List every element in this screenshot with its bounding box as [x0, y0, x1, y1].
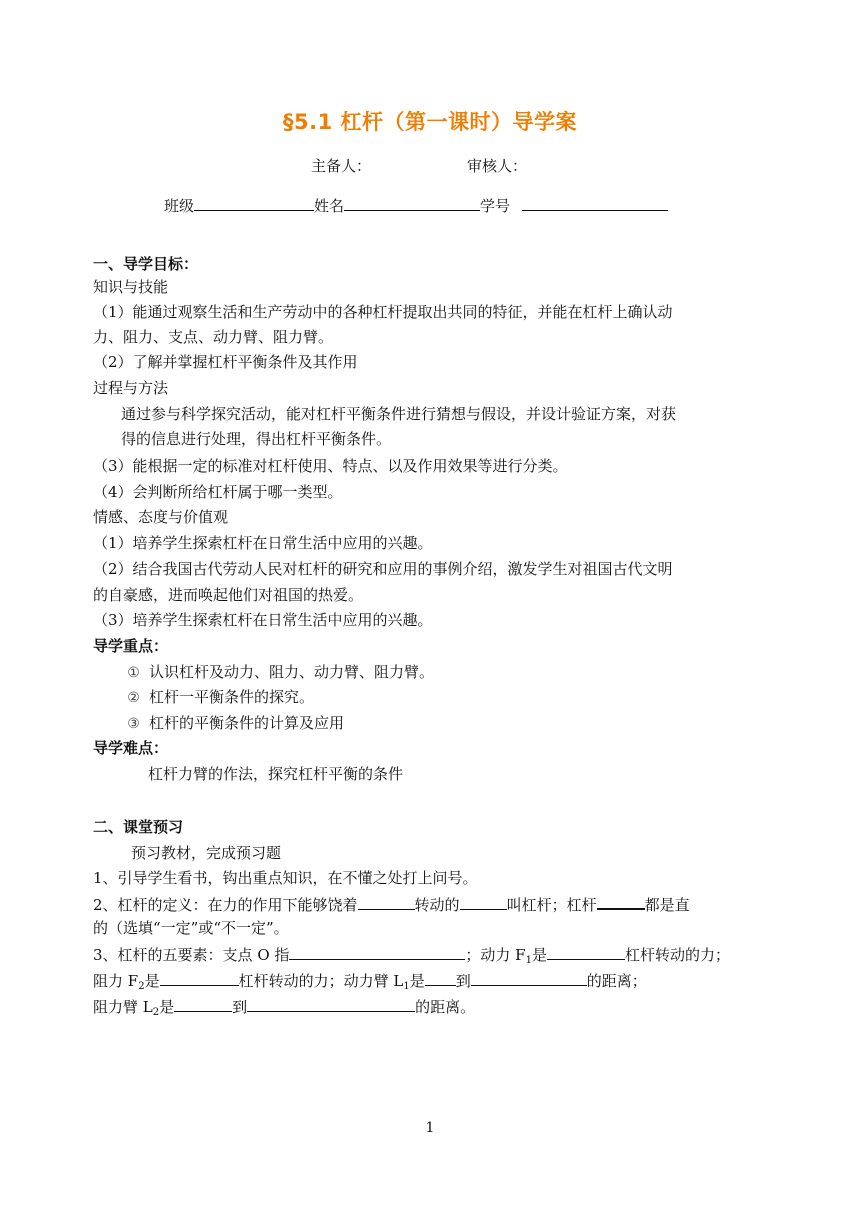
page-number: 1: [425, 1120, 435, 1136]
q3-text-c: 是: [531, 946, 547, 964]
q3-text-a: 3、杠杆的五要素：支点 O 指: [93, 946, 290, 964]
reviewer-label: 审核人：: [467, 157, 528, 175]
q2-blank-2[interactable]: [460, 894, 507, 910]
emotion-item-3: （3）培养学生探索杠杆在日常生活中应用的兴趣。: [93, 611, 433, 629]
q3-blank-7[interactable]: [247, 996, 415, 1012]
name-blank[interactable]: [344, 195, 480, 211]
section2-intro: 预习教材，完成预习题: [131, 844, 282, 862]
q2-text-c: 叫杠杆；杠杆: [506, 896, 597, 914]
q3-l2-subscript-2: 1: [403, 981, 410, 992]
q3-blank-6[interactable]: [174, 996, 232, 1012]
q2-text-a: 2、杠杆的定义：在力的作用下能够饶着: [93, 896, 358, 914]
class-blank[interactable]: [194, 195, 314, 211]
question-1: 1、引导学生看书，钩出重点知识，在不懂之处打上问号。: [93, 869, 478, 887]
student-info-line: [164, 195, 668, 216]
knowledge-heading: 知识与技能: [93, 278, 169, 296]
q3-l3-text-c: 到: [232, 998, 248, 1016]
difficulty-heading: 导学难点：: [93, 739, 169, 757]
name-label: 姓名: [314, 197, 345, 215]
key-point-marker: ①: [127, 665, 140, 681]
q2-text-b: 转动的: [414, 896, 460, 914]
q3-text-b: ；动力 F: [465, 946, 526, 964]
q3-blank-3[interactable]: [160, 970, 239, 986]
process-item-4: （4）会判断所给杠杆属于哪一类型。: [93, 483, 343, 501]
q3-blank-5[interactable]: [471, 970, 587, 986]
class-label: 班级: [164, 197, 195, 215]
section1-heading: 一、导学目标：: [93, 255, 199, 273]
question-3-line2: [93, 970, 647, 991]
key-point-text: 杠杆一平衡条件的探究。: [149, 688, 315, 706]
key-point-2: [126, 687, 314, 708]
knowledge-item-1-line1: （1）能通过观察生活和生产劳动中的各种杠杆提取出共同的特征，并能在杠杆上确认动: [93, 303, 673, 321]
key-point-marker: ③: [127, 716, 140, 732]
preparer-label: 主备人：: [311, 157, 372, 175]
section2-heading: 二、课堂预习: [93, 818, 184, 836]
q3-l3-text-d: 的距离。: [415, 998, 476, 1016]
process-text-line1: 通过参与科学探究活动，能对杠杆平衡条件进行猜想与假设，并设计验证方案，对获: [121, 405, 677, 423]
q3-blank-4[interactable]: [425, 970, 456, 986]
emotion-heading: 情感、态度与价值观: [93, 508, 229, 526]
question-3-line3: [93, 996, 475, 1017]
key-point-3: [126, 713, 344, 734]
emotion-item-2-line2: 的自豪感，进而唤起他们对祖国的热爱。: [93, 586, 364, 604]
number-blank[interactable]: [522, 195, 668, 211]
q3-l2-text-a: 阻力 F: [93, 972, 139, 990]
q3-blank-1[interactable]: [289, 944, 465, 960]
q3-l2-text-c: 杠杆转动的力；动力臂 L: [238, 972, 404, 990]
q3-l2-text-f: 的距离；: [586, 972, 647, 990]
q3-l2-subscript: 2: [138, 981, 145, 992]
q3-l2-text-d: 是: [409, 972, 425, 990]
knowledge-item-2: （2）了解并掌握杠杆平衡条件及其作用: [93, 353, 358, 371]
process-text-line2: 得的信息进行处理，得出杠杆平衡条件。: [121, 430, 392, 448]
process-heading: 过程与方法: [93, 379, 169, 397]
q3-text-d: 杠杆转动的力；: [624, 946, 730, 964]
emotion-item-2-line1: （2）结合我国古代劳动人民对杠杆的研究和应用的事例介绍，激发学生对祖国古代文明: [93, 560, 673, 578]
q3-blank-2[interactable]: [547, 944, 625, 960]
key-point-text: 杠杆的平衡条件的计算及应用: [149, 714, 345, 732]
q2-blank-1[interactable]: [358, 894, 415, 910]
key-point-text: 认识杠杆及动力、阻力、动力臂、阻力臂。: [149, 663, 435, 681]
emotion-item-1: （1）培养学生探索杠杆在日常生活中应用的兴趣。: [93, 534, 433, 552]
q3-l3-text-a: 阻力臂 L: [93, 998, 153, 1016]
q2-blank-3[interactable]: [597, 893, 645, 910]
q2-text-d: 都是直: [644, 896, 690, 914]
key-points-heading: 导学重点：: [93, 637, 169, 655]
q3-l2-text-e: 到: [455, 972, 471, 990]
q3-subscript: 1: [525, 955, 532, 966]
question-2-line1: [93, 893, 690, 915]
document-title: §5.1 杠杆（第一课时）导学案: [282, 110, 577, 134]
knowledge-item-1-line2: 力、阻力、支点、动力臂、阻力臂。: [93, 328, 334, 346]
process-item-3: （3）能根据一定的标准对杠杆使用、特点、以及作用效果等进行分类。: [93, 457, 568, 475]
number-label: 学号: [480, 197, 511, 215]
question-3-line1: [93, 944, 730, 965]
key-point-1: [126, 662, 434, 683]
q3-l2-text-b: 是: [144, 972, 160, 990]
q3-l3-text-b: 是: [159, 998, 175, 1016]
key-point-marker: ②: [127, 690, 140, 706]
question-2-line2: 的（选填“一定”或“不一定”。: [93, 919, 289, 937]
difficulty-text: 杠杆力臂的作法，探究杠杆平衡的条件: [148, 765, 404, 783]
q3-l3-subscript: 2: [152, 1007, 160, 1018]
